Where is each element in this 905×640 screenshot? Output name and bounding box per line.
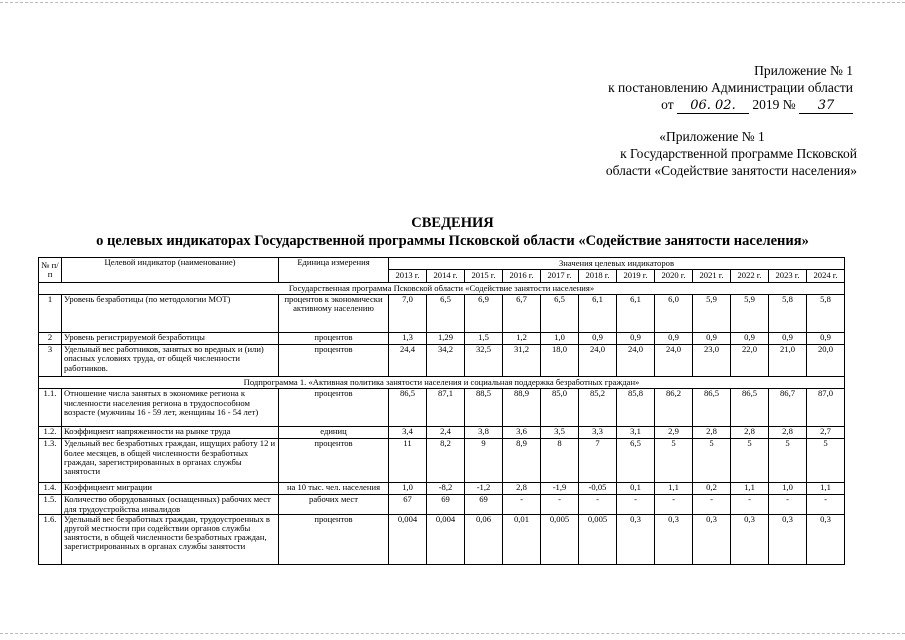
year-header: 2017 г. xyxy=(541,270,579,283)
from-label: от xyxy=(661,97,674,112)
year-header: 2023 г. xyxy=(769,270,807,283)
indicator-value: 0,004 xyxy=(427,514,465,564)
row-number: 1.5. xyxy=(39,495,62,514)
header-num: № п/п xyxy=(39,258,62,283)
year-header: 2022 г. xyxy=(731,270,769,283)
appendix-block xyxy=(553,62,853,114)
indicator-value: 86,5 xyxy=(389,389,427,427)
indicator-value: - xyxy=(617,495,655,514)
appendix-program-block xyxy=(567,128,857,179)
indicator-value: 6,1 xyxy=(617,295,655,333)
row-number: 1.3. xyxy=(39,439,62,483)
indicator-unit: на 10 тыс. чел. населения xyxy=(279,483,389,495)
indicator-unit: процентов xyxy=(279,333,389,345)
year-header: 2018 г. xyxy=(579,270,617,283)
indicator-value: -0,05 xyxy=(579,483,617,495)
indicator-value: 20,0 xyxy=(807,345,845,377)
indicator-value: 0,3 xyxy=(731,514,769,564)
indicator-value: 6,7 xyxy=(503,295,541,333)
indicator-value: -1,2 xyxy=(465,483,503,495)
indicator-value: 88,9 xyxy=(503,389,541,427)
indicator-value: 1,1 xyxy=(655,483,693,495)
indicator-value: -8,2 xyxy=(427,483,465,495)
indicator-value: 85,8 xyxy=(617,389,655,427)
indicator-name: Удельный вес безработных граждан, ищущих работу 12 и более месяцев, в общей численности безработных граждан, зарегистрированных в органах службы занятости xyxy=(62,439,279,483)
indicator-value: 1,29 xyxy=(427,333,465,345)
indicator-value: 88,5 xyxy=(465,389,503,427)
appendix2-line1: «Приложение № 1 xyxy=(659,129,765,144)
header-unit: Единица измерения xyxy=(279,258,389,283)
year-header: 2016 г. xyxy=(503,270,541,283)
appendix2-line3: области «Содействие занятости населения» xyxy=(605,163,857,178)
year-number-label: 2019 № xyxy=(752,97,796,112)
indicator-value: 5 xyxy=(655,439,693,483)
indicator-value: 7 xyxy=(579,439,617,483)
row-number: 2 xyxy=(39,333,62,345)
indicator-value: 0,1 xyxy=(617,483,655,495)
indicator-value: 31,2 xyxy=(503,345,541,377)
indicator-value: 6,5 xyxy=(427,295,465,333)
table-row xyxy=(39,514,845,564)
indicator-value: - xyxy=(503,495,541,514)
indicator-value: 1,0 xyxy=(541,333,579,345)
section-subprogram: Подпрограмма 1. «Активная политика занятости населения и социальная поддержка безработных граждан» xyxy=(39,377,845,389)
indicator-value: 87,0 xyxy=(807,389,845,427)
indicator-value: 11 xyxy=(389,439,427,483)
indicator-value: 32,5 xyxy=(465,345,503,377)
indicator-value: 0,9 xyxy=(617,333,655,345)
indicator-value: 1,1 xyxy=(731,483,769,495)
handwritten-number: 37 xyxy=(799,99,853,114)
indicator-value: 2,9 xyxy=(655,427,693,439)
indicator-value: 86,7 xyxy=(769,389,807,427)
indicator-value: - xyxy=(731,495,769,514)
year-header: 2021 г. xyxy=(693,270,731,283)
table-row xyxy=(39,483,845,495)
page-bottom-edge xyxy=(0,633,905,634)
indicator-value: 1,1 xyxy=(807,483,845,495)
indicator-value: 6,9 xyxy=(465,295,503,333)
indicator-value: 3,5 xyxy=(541,427,579,439)
indicator-value: 2,7 xyxy=(807,427,845,439)
indicator-value: 24,4 xyxy=(389,345,427,377)
indicator-value: 18,0 xyxy=(541,345,579,377)
indicator-value: - xyxy=(541,495,579,514)
indicator-value: 1,5 xyxy=(465,333,503,345)
indicator-value: 0,2 xyxy=(693,483,731,495)
indicator-value: 0,3 xyxy=(807,514,845,564)
indicator-value: 85,2 xyxy=(579,389,617,427)
indicator-name: Удельный вес безработных граждан, трудоустроенных в другой местности при содействии органов службы занятости, в общей численности безработных граждан, зарегистрированных в органах службы занятости xyxy=(62,514,279,564)
indicator-value: 86,5 xyxy=(693,389,731,427)
indicator-name: Удельный вес работников, занятых во вредных и (или) опасных условиях труда, от общей численности работников. xyxy=(62,345,279,377)
year-header: 2014 г. xyxy=(427,270,465,283)
indicator-value: - xyxy=(807,495,845,514)
indicator-value: 0,3 xyxy=(617,514,655,564)
indicator-value: 87,1 xyxy=(427,389,465,427)
indicator-value: 0,9 xyxy=(655,333,693,345)
indicator-value: 6,1 xyxy=(579,295,617,333)
indicator-value: 69 xyxy=(427,495,465,514)
indicator-value: 5,9 xyxy=(693,295,731,333)
indicator-value: 0,06 xyxy=(465,514,503,564)
year-header: 2024 г. xyxy=(807,270,845,283)
indicator-value: 0,3 xyxy=(769,514,807,564)
table-row xyxy=(39,427,845,439)
indicator-value: 23,0 xyxy=(693,345,731,377)
indicator-value: 0,9 xyxy=(579,333,617,345)
indicator-value: 21,0 xyxy=(769,345,807,377)
indicator-value: 0,3 xyxy=(693,514,731,564)
indicator-value: 0,9 xyxy=(693,333,731,345)
indicator-unit: рабочих мест xyxy=(279,495,389,514)
row-number: 1.6. xyxy=(39,514,62,564)
indicator-value: 5,9 xyxy=(731,295,769,333)
indicator-value: - xyxy=(579,495,617,514)
indicator-value: 1,3 xyxy=(389,333,427,345)
row-number: 1.2. xyxy=(39,427,62,439)
indicator-value: 67 xyxy=(389,495,427,514)
document-subtitle: о целевых индикаторах Государственной программы Псковской области «Содействие занятости населения» xyxy=(96,233,809,249)
appendix2-line2: к Государственной программе Псковской xyxy=(620,146,857,161)
indicator-name: Отношение числа занятых в экономике региона к численности населения региона в трудоспособном возрасте (мужчины 16 - 59 лет, женщины 16 - 54 лет) xyxy=(62,389,279,427)
indicator-unit: процентов xyxy=(279,389,389,427)
indicator-value: 3,4 xyxy=(389,427,427,439)
page-top-edge xyxy=(0,2,905,3)
document-title: СВЕДЕНИЯ xyxy=(411,215,494,231)
indicator-unit: процентов xyxy=(279,514,389,564)
header-indicator: Целевой индикатор (наименование) xyxy=(62,258,279,283)
table-row xyxy=(39,295,845,333)
indicator-value: 34,2 xyxy=(427,345,465,377)
table-row xyxy=(39,345,845,377)
indicator-name: Уровень регистрируемой безработицы xyxy=(62,333,279,345)
indicator-value: 2,8 xyxy=(693,427,731,439)
appendix-date-line xyxy=(553,96,853,114)
appendix-line1: Приложение № 1 xyxy=(754,63,853,78)
indicator-value: 1,2 xyxy=(503,333,541,345)
table-row xyxy=(39,389,845,427)
indicator-value: 22,0 xyxy=(731,345,769,377)
table-row xyxy=(39,439,845,483)
indicator-value: 3,3 xyxy=(579,427,617,439)
indicator-value: 0,3 xyxy=(655,514,693,564)
appendix-line2: к постановлению Администрации области xyxy=(608,80,853,95)
row-number: 3 xyxy=(39,345,62,377)
row-number: 1.4. xyxy=(39,483,62,495)
indicator-value: 0,9 xyxy=(769,333,807,345)
year-header: 2020 г. xyxy=(655,270,693,283)
indicator-name: Количество оборудованных (оснащенных) рабочих мест для трудоустройства инвалидов xyxy=(62,495,279,514)
indicator-value: 5 xyxy=(769,439,807,483)
header-values: Значения целевых индикаторов xyxy=(389,258,845,270)
indicator-value: 6,5 xyxy=(541,295,579,333)
row-number: 1 xyxy=(39,295,62,333)
indicator-value: 3,1 xyxy=(617,427,655,439)
table-row xyxy=(39,495,845,514)
indicator-value: 0,01 xyxy=(503,514,541,564)
indicator-name: Уровень безработицы (по методологии МОТ) xyxy=(62,295,279,333)
indicator-value: 5,8 xyxy=(769,295,807,333)
year-header: 2015 г. xyxy=(465,270,503,283)
row-number: 1.1. xyxy=(39,389,62,427)
indicator-value: 2,4 xyxy=(427,427,465,439)
handwritten-date: 06. 02. xyxy=(677,99,749,114)
indicator-value: -1,9 xyxy=(541,483,579,495)
indicator-value: 8 xyxy=(541,439,579,483)
indicator-value: 8,9 xyxy=(503,439,541,483)
indicator-unit: единиц xyxy=(279,427,389,439)
indicator-unit: процентов xyxy=(279,345,389,377)
indicator-name: Коэффициент миграции xyxy=(62,483,279,495)
indicator-value: 0,9 xyxy=(731,333,769,345)
indicator-value: 0,004 xyxy=(389,514,427,564)
indicator-unit: процентов к экономически активному населению xyxy=(279,295,389,333)
indicator-value: 6,0 xyxy=(655,295,693,333)
indicator-value: 85,0 xyxy=(541,389,579,427)
indicator-value: 86,2 xyxy=(655,389,693,427)
indicator-value: - xyxy=(655,495,693,514)
indicator-value: - xyxy=(693,495,731,514)
indicator-value: 9 xyxy=(465,439,503,483)
indicator-value: 24,0 xyxy=(617,345,655,377)
section-program: Государственная программа Псковской области «Содействие занятости населения» xyxy=(39,283,845,295)
indicator-value: 5,8 xyxy=(807,295,845,333)
indicator-name: Коэффициент напряженности на рынке труда xyxy=(62,427,279,439)
indicator-value: 3,8 xyxy=(465,427,503,439)
indicator-value: 1,0 xyxy=(769,483,807,495)
indicator-value: 69 xyxy=(465,495,503,514)
indicator-value: - xyxy=(769,495,807,514)
indicator-value: 0,005 xyxy=(541,514,579,564)
indicator-value: 0,9 xyxy=(807,333,845,345)
indicator-value: 1,0 xyxy=(389,483,427,495)
indicator-value: 24,0 xyxy=(579,345,617,377)
indicators-table xyxy=(38,257,845,565)
indicator-value: 7,0 xyxy=(389,295,427,333)
table-row xyxy=(39,333,845,345)
indicator-value: 2,8 xyxy=(503,483,541,495)
year-header: 2019 г. xyxy=(617,270,655,283)
indicator-value: 8,2 xyxy=(427,439,465,483)
indicator-value: 5 xyxy=(693,439,731,483)
indicator-value: 5 xyxy=(731,439,769,483)
indicator-value: 5 xyxy=(807,439,845,483)
year-header: 2013 г. xyxy=(389,270,427,283)
indicator-value: 2,8 xyxy=(731,427,769,439)
indicator-value: 86,5 xyxy=(731,389,769,427)
indicator-value: 6,5 xyxy=(617,439,655,483)
indicator-value: 2,8 xyxy=(769,427,807,439)
indicator-unit: процентов xyxy=(279,439,389,483)
indicator-value: 3,6 xyxy=(503,427,541,439)
indicator-value: 24,0 xyxy=(655,345,693,377)
indicator-value: 0,005 xyxy=(579,514,617,564)
